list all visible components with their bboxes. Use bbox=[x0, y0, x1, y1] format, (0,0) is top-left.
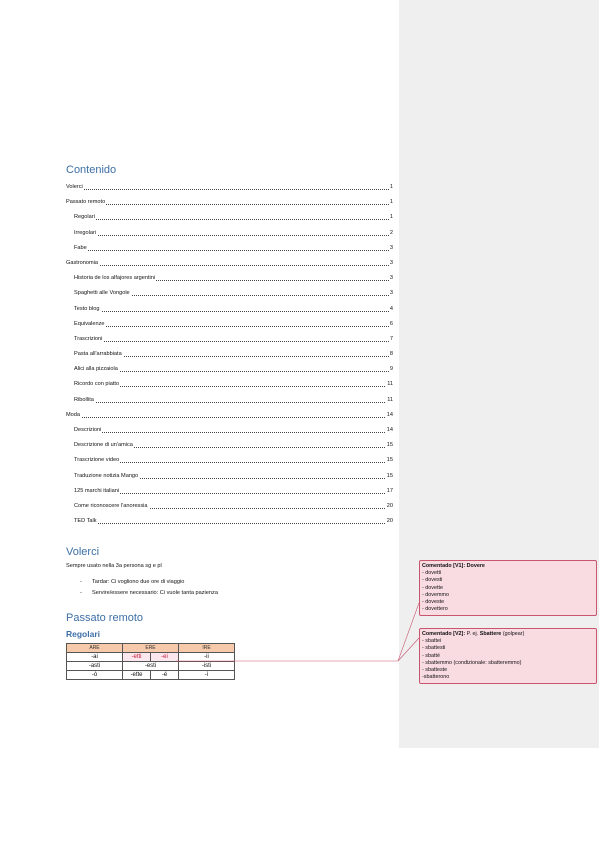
cell: -esti bbox=[123, 662, 179, 671]
toc-entry-page: 15 bbox=[386, 469, 393, 484]
toc-leader-dots bbox=[74, 311, 393, 312]
toc-entry-page: 2 bbox=[389, 226, 393, 241]
toc-entry-page: 1 bbox=[389, 195, 393, 210]
toc-entry-page: 3 bbox=[389, 286, 393, 301]
toc-entry-label: Ricordo con piatto bbox=[74, 377, 120, 392]
toc-leader-dots bbox=[66, 189, 393, 190]
toc-entry-page: 9 bbox=[389, 362, 393, 377]
cell-commented: -etti bbox=[123, 653, 151, 662]
comment-line: - dovetti bbox=[422, 570, 442, 577]
comment-line: - dovemmo bbox=[422, 591, 449, 598]
toc-entry-label: Irregolari bbox=[74, 226, 97, 241]
toc-entry-page: 3 bbox=[389, 241, 393, 256]
cell: -ò bbox=[67, 671, 123, 680]
toc-entry-page: 20 bbox=[386, 499, 393, 514]
toc-entry-label: Volerci bbox=[66, 180, 84, 195]
toc-entry[interactable] bbox=[66, 453, 393, 468]
toc-leader-dots bbox=[74, 523, 393, 524]
toc-entry-page: 14 bbox=[386, 423, 393, 438]
toc-entry[interactable] bbox=[66, 302, 393, 317]
toc-leader-dots bbox=[66, 204, 393, 205]
cell: -asti bbox=[67, 662, 123, 671]
heading-passato-remoto: Passato remoto bbox=[66, 612, 144, 624]
toc-title: Contenido bbox=[66, 164, 117, 176]
toc-entry-page: 11 bbox=[386, 377, 393, 392]
toc-entry[interactable] bbox=[66, 332, 393, 347]
header-ire: IRE bbox=[179, 644, 235, 653]
toc-entry-label: Ribollita bbox=[74, 393, 95, 408]
cell: -ì bbox=[179, 671, 235, 680]
toc-leader-dots bbox=[74, 493, 393, 494]
toc-leader-dots bbox=[74, 341, 393, 342]
toc-leader-dots bbox=[74, 235, 393, 236]
comment-line: - dovettero bbox=[422, 606, 448, 613]
toc-entry-page: 4 bbox=[389, 302, 393, 317]
toc-entry-page: 17 bbox=[386, 484, 393, 499]
toc-entry-label: Come riconoscere l'anoressia bbox=[74, 499, 149, 514]
toc-leader-dots bbox=[74, 462, 393, 463]
toc-entry-page: 1 bbox=[389, 210, 393, 225]
toc-entry-label: TED Talk bbox=[74, 514, 98, 529]
toc-entry[interactable] bbox=[66, 469, 393, 484]
toc-entry-label: Regolari bbox=[74, 210, 96, 225]
header-ere: ERE bbox=[123, 644, 179, 653]
toc-leader-dots bbox=[74, 432, 393, 433]
toc-entry[interactable] bbox=[66, 256, 393, 271]
toc-entry-label: Historia de los alfajores argentini bbox=[74, 271, 156, 286]
toc-entry[interactable] bbox=[66, 362, 393, 377]
toc-entry[interactable] bbox=[66, 438, 393, 453]
toc-entry[interactable] bbox=[66, 377, 393, 392]
toc-leader-dots bbox=[66, 417, 393, 418]
toc-entry-page: 3 bbox=[389, 256, 393, 271]
toc-entry-page: 15 bbox=[386, 453, 393, 468]
comment-line: - sbatté bbox=[422, 652, 440, 659]
toc-entry-page: 8 bbox=[389, 347, 393, 362]
toc-entry-label: Trascrizioni bbox=[74, 332, 103, 347]
toc-entry-page: 6 bbox=[389, 317, 393, 332]
toc-entry-label: Pasta all'arrabbiata bbox=[74, 347, 123, 362]
cell: -ai bbox=[67, 653, 123, 662]
toc-leader-dots bbox=[74, 371, 393, 372]
cell: -ii bbox=[179, 653, 235, 662]
toc-entry[interactable] bbox=[66, 423, 393, 438]
toc-entry-label: Equivalenze bbox=[74, 317, 105, 332]
comment-line: - doveste bbox=[422, 599, 445, 606]
toc-entry-label: Alici alla pizzaiola bbox=[74, 362, 119, 377]
toc-entry[interactable] bbox=[66, 514, 393, 529]
bullet-item: - Tardar: Ci vogliono due ore di viaggio bbox=[80, 579, 185, 585]
volerci-intro: Sempre usato nella 3a persona sg e pl bbox=[66, 563, 162, 569]
toc-leader-dots bbox=[74, 219, 393, 220]
toc-entry[interactable] bbox=[66, 286, 393, 301]
cell: -isti bbox=[179, 662, 235, 671]
cell-commented: -ei bbox=[151, 653, 179, 662]
comment-balloon[interactable]: Comentado [V1]: Dovere - dovetti - dovesti - dovette - dovemmo - doveste - dovettero bbox=[419, 560, 597, 616]
conjugation-table bbox=[66, 643, 235, 680]
cell: -é bbox=[151, 671, 179, 680]
toc-leader-dots bbox=[66, 265, 393, 266]
comment-line: - sbattei bbox=[422, 638, 442, 645]
cell: -ette bbox=[123, 671, 151, 680]
toc-entry-label: 125 marchi italiani bbox=[74, 484, 120, 499]
table-of-contents bbox=[66, 180, 393, 529]
toc-leader-dots bbox=[74, 250, 393, 251]
toc-entry[interactable] bbox=[66, 195, 393, 210]
comment-balloon[interactable]: Comentado [V2]: P. ej. Sbattere (golpear) - sbattei - sbattesti - sbatté - sbattemmo (condizionale: sbatteremmo) - sbatteste -sbatterono bbox=[419, 628, 597, 684]
toc-entry-label: Spaghetti alle Vongole bbox=[74, 286, 131, 301]
toc-entry-page: 15 bbox=[386, 438, 393, 453]
toc-entry[interactable] bbox=[66, 347, 393, 362]
toc-entry-label: Descrizione di un'amica bbox=[74, 438, 134, 453]
toc-entry[interactable] bbox=[66, 393, 393, 408]
bullet-item: - Servire/essere necessario: Ci vuole tanta pazienza bbox=[80, 590, 218, 596]
toc-entry-label: Gastronomia bbox=[66, 256, 99, 271]
toc-entry-page: 3 bbox=[389, 271, 393, 286]
toc-entry-page: 20 bbox=[386, 514, 393, 529]
toc-entry[interactable] bbox=[66, 408, 393, 423]
toc-entry-label: Traduzione notizia Mango bbox=[74, 469, 139, 484]
toc-leader-dots bbox=[74, 402, 393, 403]
toc-entry-page: 14 bbox=[386, 408, 393, 423]
heading-volerci: Volerci bbox=[66, 546, 100, 558]
toc-entry[interactable] bbox=[66, 180, 393, 195]
toc-leader-dots bbox=[74, 326, 393, 327]
toc-entry-page: 7 bbox=[389, 332, 393, 347]
heading-regolari: Regolari bbox=[66, 629, 101, 639]
toc-entry-label: Testo blog bbox=[74, 302, 101, 317]
comment-line: - sbattesti bbox=[422, 645, 446, 652]
comment-line: - dovesti bbox=[422, 577, 443, 584]
toc-entry[interactable] bbox=[66, 499, 393, 514]
toc-entry-page: 1 bbox=[389, 180, 393, 195]
toc-entry[interactable] bbox=[66, 317, 393, 332]
toc-entry[interactable] bbox=[66, 226, 393, 241]
toc-entry[interactable] bbox=[66, 484, 393, 499]
toc-leader-dots bbox=[74, 386, 393, 387]
header-are: ARE bbox=[67, 644, 123, 653]
toc-entry-label: Fabe bbox=[74, 241, 88, 256]
comment-line: -sbatterono bbox=[422, 674, 450, 681]
toc-entry-label: Moda bbox=[66, 408, 81, 423]
comment-line: - dovette bbox=[422, 584, 443, 591]
comment-line: - sbattemmo (condizionale: sbatteremmo) bbox=[422, 659, 522, 666]
toc-entry[interactable] bbox=[66, 241, 393, 256]
toc-entry[interactable] bbox=[66, 210, 393, 225]
toc-entry[interactable] bbox=[66, 271, 393, 286]
toc-entry-label: Descrizioni bbox=[74, 423, 102, 438]
toc-entry-label: Trascrizione video bbox=[74, 453, 120, 468]
comment-line: - sbatteste bbox=[422, 667, 448, 674]
toc-entry-page: 11 bbox=[386, 393, 393, 408]
toc-entry-label: Passato remoto bbox=[66, 195, 106, 210]
